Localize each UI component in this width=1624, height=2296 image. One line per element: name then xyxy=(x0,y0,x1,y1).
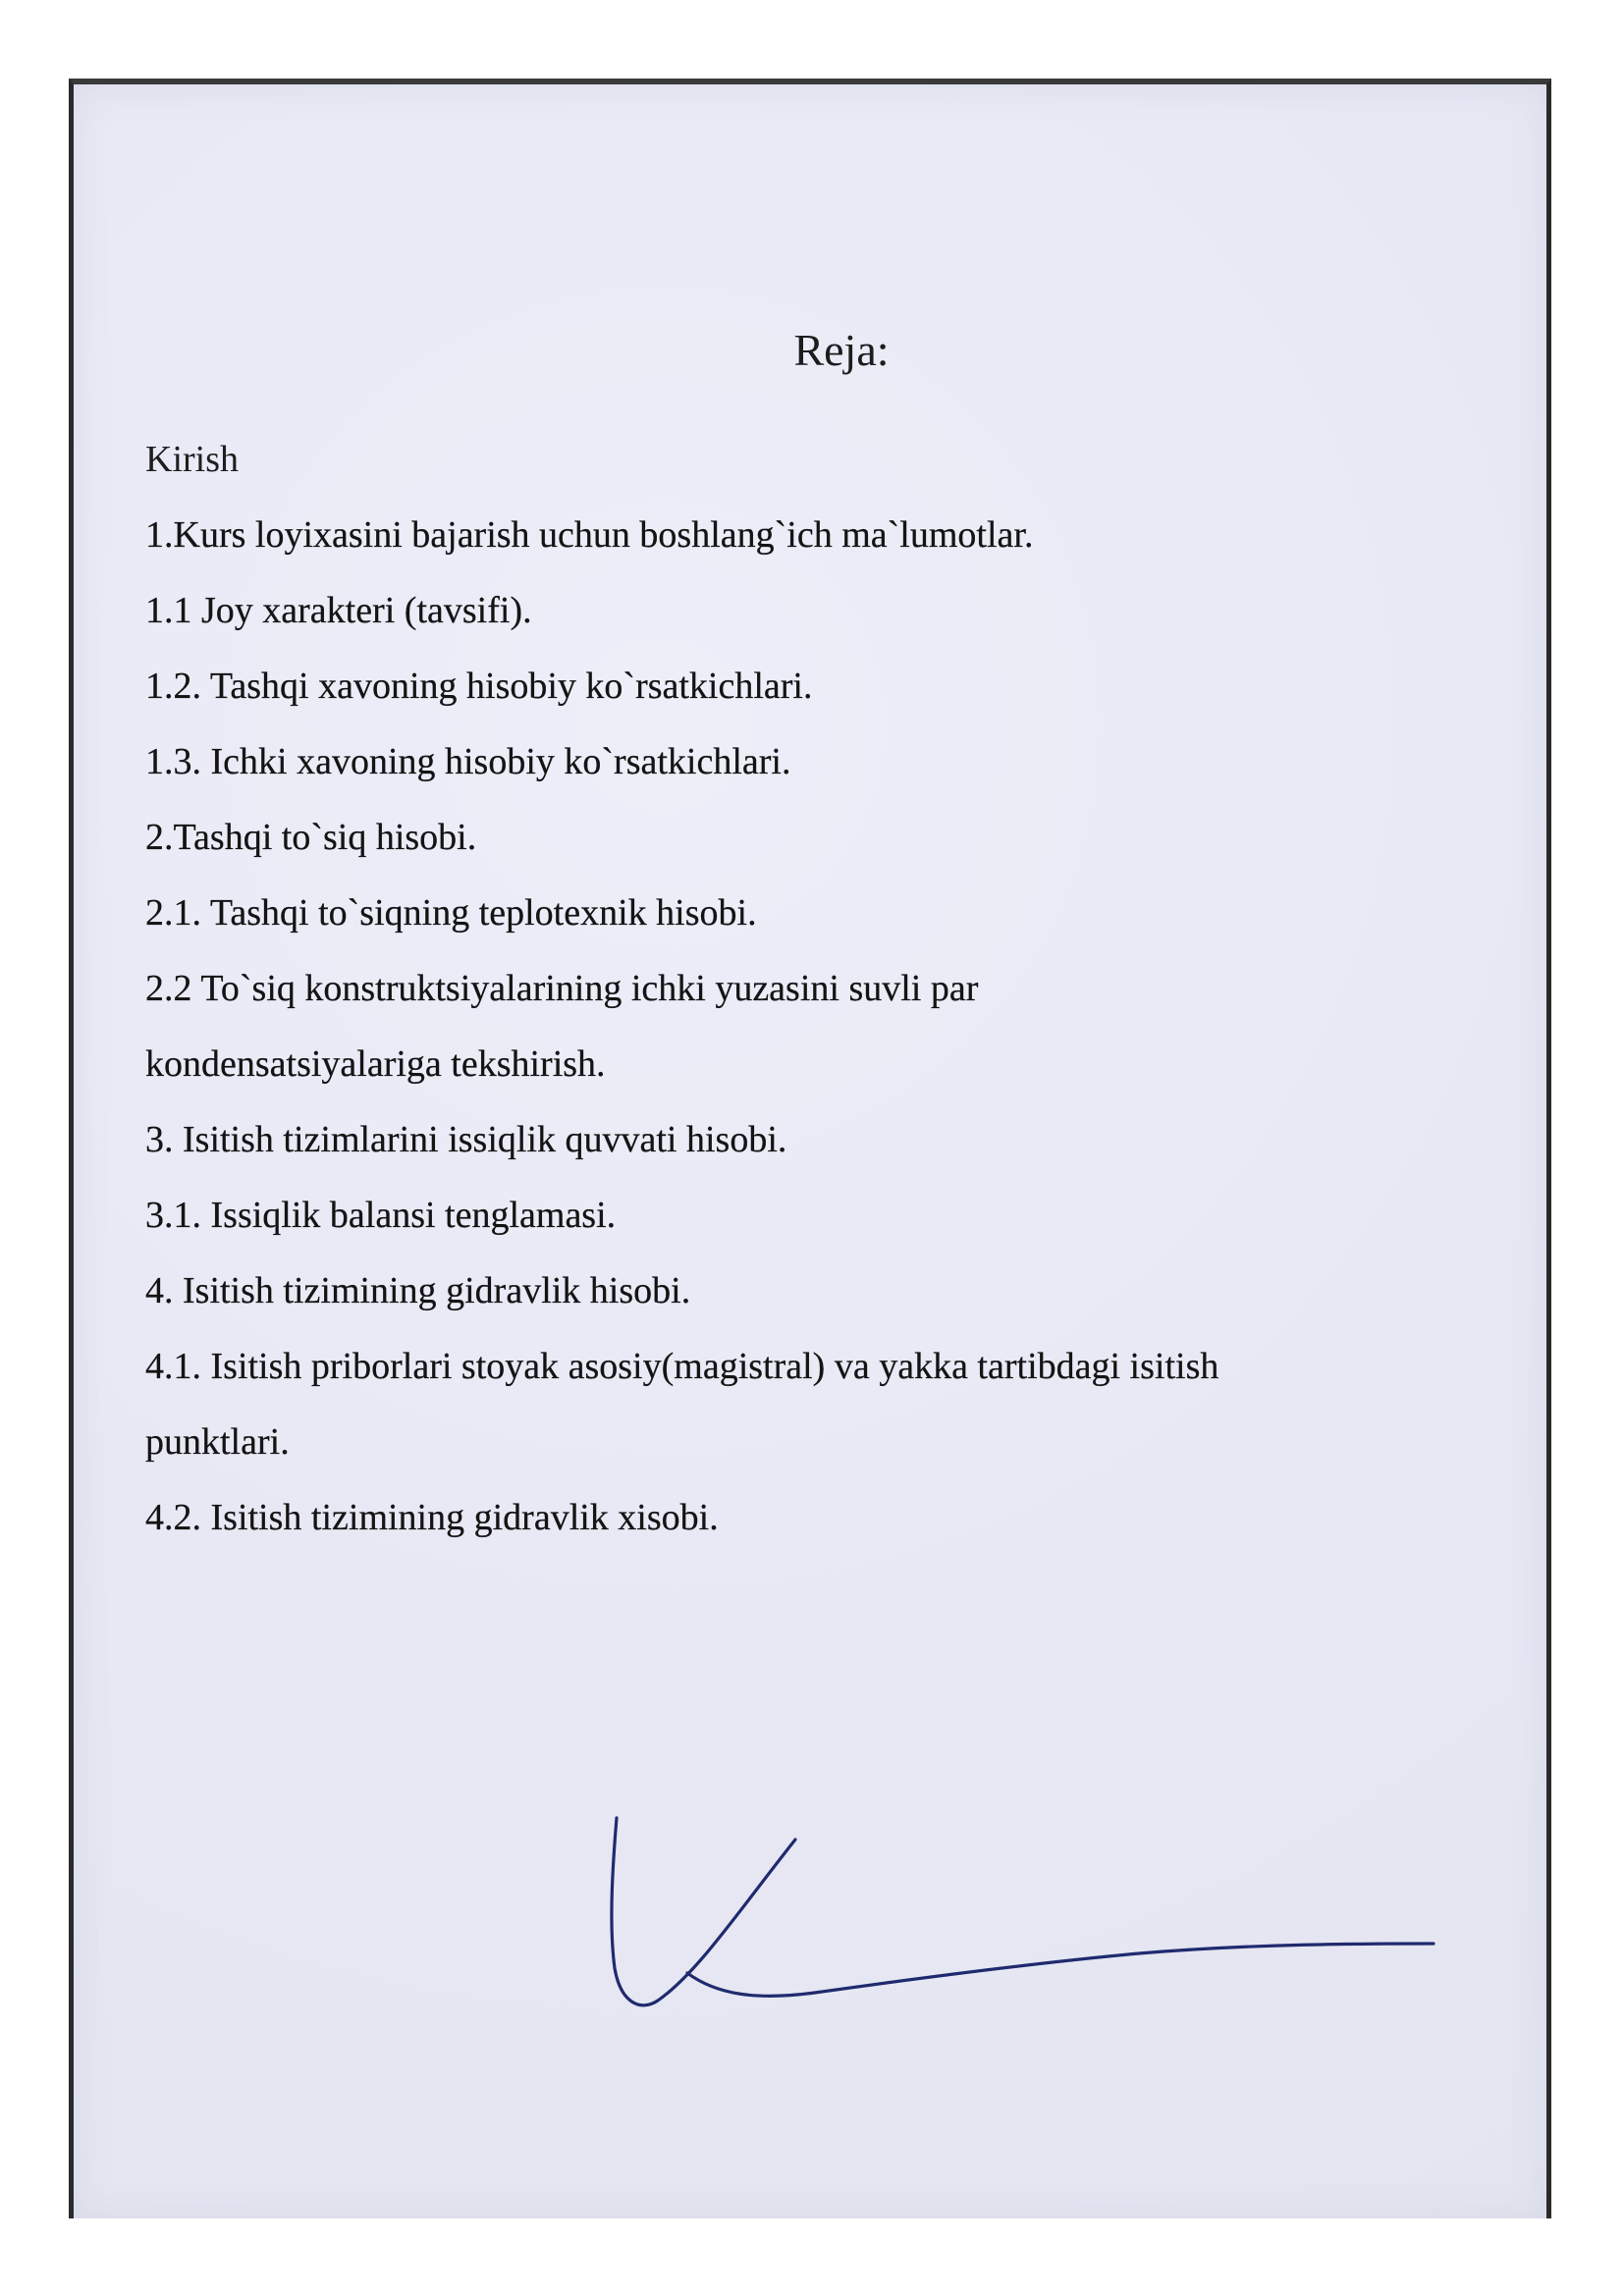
contents-line-2: 2.Tashqi to`siq hisobi. xyxy=(145,817,477,858)
signature-stroke xyxy=(612,1818,1434,2005)
plan-contents-list xyxy=(145,422,1461,1556)
contents-line-4-1: 4.1. Isitish priborlari stoyak asosiy(magistral) va yakka tartibdagi isitish xyxy=(145,1346,1219,1387)
contents-line-2-1: 2.1. Tashqi to`siqning teplotexnik hisobi. xyxy=(145,892,757,934)
contents-line-2-2-continued: kondensatsiyalariga tekshirish. xyxy=(145,1043,606,1085)
contents-line-1-3: 1.3. Ichki xavoning hisobiy ko`rsatkichlari. xyxy=(145,741,791,782)
contents-line-1-2: 1.2. Tashqi xavoning hisobiy ko`rsatkichlari. xyxy=(145,666,813,707)
contents-line-intro: Kirish xyxy=(145,439,239,480)
contents-line-4-1-continued: punktlari. xyxy=(145,1421,290,1463)
contents-line-4: 4. Isitish tizimining gidravlik hisobi. xyxy=(145,1270,691,1311)
contents-line-4-2: 4.2. Isitish tizimining gidravlik xisobi. xyxy=(145,1497,719,1538)
contents-line-1-1: 1.1 Joy xarakteri (tavsifi). xyxy=(145,590,532,631)
contents-line-2-2: 2.2 To`siq konstruktsiyalarining ichki yuzasini suvli par xyxy=(145,968,979,1009)
handwritten-signature xyxy=(589,1806,1453,2032)
contents-line-3-1: 3.1. Issiqlik balansi tenglamasi. xyxy=(145,1195,617,1236)
page-title: Reja: xyxy=(793,325,890,375)
contents-line-1: 1.Kurs loyixasini bajarish uchun boshlang`ich ma`lumotlar. xyxy=(145,514,1034,556)
contents-line-3: 3. Isitish tizimlarini issiqlik quvvati hisobi. xyxy=(145,1119,787,1160)
